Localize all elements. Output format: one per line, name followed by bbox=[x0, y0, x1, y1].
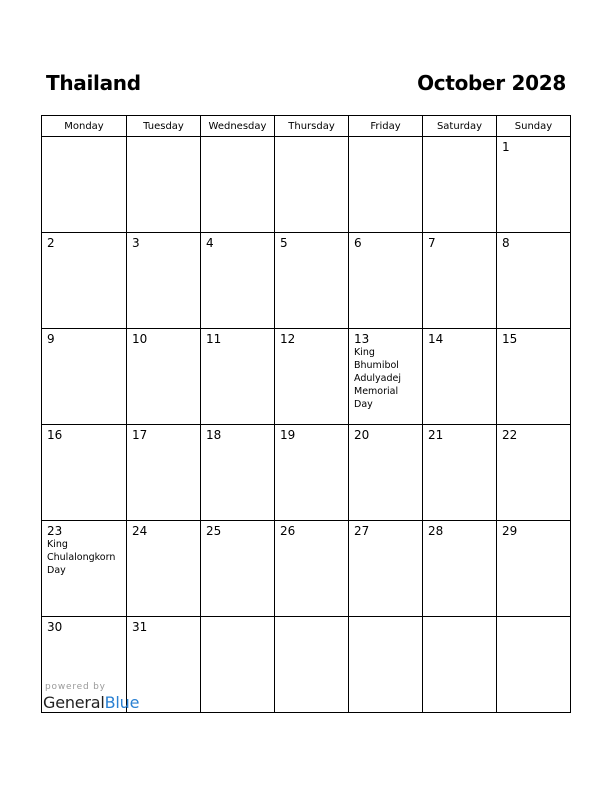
day-number: 28 bbox=[428, 524, 444, 538]
day-number: 14 bbox=[428, 332, 444, 346]
day-cell bbox=[201, 329, 275, 425]
weekday-header-row bbox=[42, 116, 571, 137]
day-cell bbox=[275, 425, 349, 521]
logo-text-general: General bbox=[43, 693, 105, 712]
day-number: 5 bbox=[280, 236, 288, 250]
weekday-header: Wednesday bbox=[201, 116, 275, 137]
empty-day-cell bbox=[349, 137, 423, 233]
logo-text-blue: Blue bbox=[104, 693, 140, 712]
day-number: 25 bbox=[206, 524, 222, 538]
empty-day-cell bbox=[497, 617, 571, 713]
day-number: 20 bbox=[354, 428, 370, 442]
week-row bbox=[42, 137, 571, 233]
day-cell bbox=[423, 329, 497, 425]
day-cell bbox=[349, 521, 423, 617]
day-cell bbox=[497, 137, 571, 233]
day-number: 29 bbox=[502, 524, 518, 538]
day-cell bbox=[127, 329, 201, 425]
weekday-header: Sunday bbox=[497, 116, 571, 137]
day-cell bbox=[127, 233, 201, 329]
day-number: 15 bbox=[502, 332, 518, 346]
weekday-header: Tuesday bbox=[127, 116, 201, 137]
week-row bbox=[42, 521, 571, 617]
day-number: 7 bbox=[428, 236, 436, 250]
day-cell bbox=[127, 521, 201, 617]
day-number: 4 bbox=[206, 236, 214, 250]
day-number: 18 bbox=[206, 428, 222, 442]
day-number: 12 bbox=[280, 332, 296, 346]
empty-day-cell bbox=[42, 137, 127, 233]
day-number: 26 bbox=[280, 524, 296, 538]
day-number: 27 bbox=[354, 524, 370, 538]
holiday-label: King Chulalongkorn Day bbox=[47, 539, 116, 576]
day-number: 19 bbox=[280, 428, 296, 442]
day-cell bbox=[42, 233, 127, 329]
day-cell bbox=[275, 233, 349, 329]
empty-day-cell bbox=[423, 137, 497, 233]
day-cell bbox=[275, 329, 349, 425]
weekday-header: Friday bbox=[349, 116, 423, 137]
day-number: 10 bbox=[132, 332, 148, 346]
day-number: 17 bbox=[132, 428, 148, 442]
week-row bbox=[42, 329, 571, 425]
day-cell bbox=[201, 233, 275, 329]
day-number: 22 bbox=[502, 428, 518, 442]
day-cell bbox=[42, 425, 127, 521]
day-number: 30 bbox=[47, 620, 63, 634]
day-cell bbox=[42, 329, 127, 425]
day-cell bbox=[349, 233, 423, 329]
weekday-header: Saturday bbox=[423, 116, 497, 137]
day-number: 13 bbox=[354, 332, 370, 346]
day-cell bbox=[201, 425, 275, 521]
day-cell bbox=[349, 329, 423, 425]
day-cell bbox=[423, 233, 497, 329]
day-cell bbox=[349, 425, 423, 521]
empty-day-cell bbox=[127, 137, 201, 233]
day-number: 31 bbox=[132, 620, 148, 634]
day-cell bbox=[201, 521, 275, 617]
day-cell bbox=[497, 329, 571, 425]
generalblue-logo[interactable] bbox=[43, 693, 139, 712]
empty-day-cell bbox=[423, 617, 497, 713]
day-number: 21 bbox=[428, 428, 444, 442]
day-cell bbox=[423, 521, 497, 617]
powered-by-label: powered by bbox=[45, 682, 106, 692]
month-year-title: October 2028 bbox=[417, 71, 566, 95]
day-cell bbox=[127, 425, 201, 521]
day-cell bbox=[423, 425, 497, 521]
day-number: 2 bbox=[47, 236, 55, 250]
day-number: 11 bbox=[206, 332, 222, 346]
day-cell bbox=[497, 233, 571, 329]
empty-day-cell bbox=[201, 617, 275, 713]
weekday-header: Thursday bbox=[275, 116, 349, 137]
day-cell bbox=[275, 521, 349, 617]
holiday-label: King Bhumibol Adulyadej Memorial Day bbox=[354, 347, 401, 410]
country-title: Thailand bbox=[46, 71, 141, 95]
day-number: 3 bbox=[132, 236, 140, 250]
empty-day-cell bbox=[275, 137, 349, 233]
day-number: 9 bbox=[47, 332, 55, 346]
day-number: 23 bbox=[47, 524, 63, 538]
week-row bbox=[42, 425, 571, 521]
day-number: 8 bbox=[502, 236, 510, 250]
day-cell bbox=[497, 521, 571, 617]
calendar-grid bbox=[41, 115, 571, 713]
day-cell bbox=[42, 521, 127, 617]
day-number: 16 bbox=[47, 428, 63, 442]
empty-day-cell bbox=[349, 617, 423, 713]
day-number: 24 bbox=[132, 524, 148, 538]
day-cell bbox=[497, 425, 571, 521]
day-number: 6 bbox=[354, 236, 362, 250]
day-number: 1 bbox=[502, 140, 510, 154]
weekday-header: Monday bbox=[42, 116, 127, 137]
empty-day-cell bbox=[201, 137, 275, 233]
empty-day-cell bbox=[275, 617, 349, 713]
week-row bbox=[42, 233, 571, 329]
